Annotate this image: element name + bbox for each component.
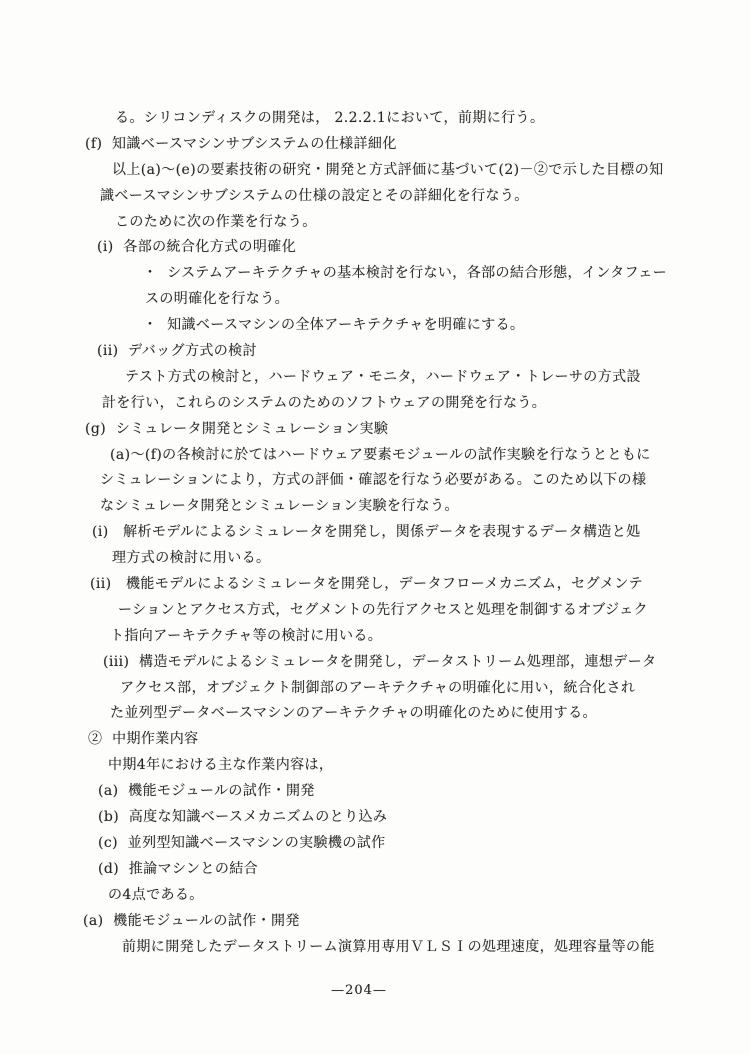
text-line-item-f: (f) 知識ベースマシンサブシステムの仕様詳細化 <box>85 135 397 152</box>
text-line-item-i: (i) 解析モデルによるシミュレータを開発し，関係データを表現するデータ構造と処 <box>92 524 641 541</box>
text-line-bullet: ・ 知識ベースマシンの全体アーキテクチャを明確にする。 <box>143 317 525 334</box>
text-line: 以上(a)～(e)の要素技術の研究・開発と方式評価に基づいて(2)－②で示した目標の知 <box>112 161 664 178</box>
text-line: 前期に開発したデータストリーム演算用専用ＶＬＳＩの処理速度，処理容量等の能 <box>122 938 655 955</box>
text-line: アクセス部，オブジェクト制御部のアーキテクチャの明確化に用い，統合化され <box>120 679 636 696</box>
text-line: (a)～(f)の各検討に於てはハードウェア要素モジュールの試作実験を行なうとともに <box>110 446 651 463</box>
text-line: 中期4年における主な作業内容は， <box>108 757 334 774</box>
text-line-item-i: (i) 各部の統合化方式の明確化 <box>97 239 297 256</box>
page-number: —204— <box>331 983 387 999</box>
text-line: なシミュレータ開発とシミュレーション実験を行なう。 <box>100 498 459 515</box>
text-line: 計を行い，これらのシステムのためのソフトウェアの開発を行なう。 <box>102 394 547 411</box>
text-line-item-iii: (iii) 構造モデルによるシミュレータを開発し，データストリーム処理部，連想データ <box>103 653 657 670</box>
text-line: の4点である。 <box>108 886 204 903</box>
text-line-item-d: (d) 推論マシンとの結合 <box>98 860 259 877</box>
text-line: る。シリコンディスクの開発は， 2.2.2.1において，前期に行う。 <box>115 110 545 126</box>
text-line: このために次の作業を行なう。 <box>115 213 317 230</box>
text-line: テスト方式の検討と，ハードウェア・モニタ，ハードウェア・トレーサの方式設 <box>125 368 641 385</box>
text-line: ーションとアクセス方式，セグメントの先行アクセスと処理を制御するオブジェク <box>118 601 648 618</box>
text-line: た並列型データベースマシンのアーキテクチャの明確化のために使用する。 <box>110 705 597 722</box>
text-line-item-c: (c) 並列型知識ベースマシンの実験機の試作 <box>98 834 386 851</box>
text-line-bullet: ・ システムアーキテクチャの基本検討を行ない，各部の結合形態，インタフェー <box>143 265 668 282</box>
text-line-item-b: (b) 高度な知識ベースメカニズムのとり込み <box>98 809 388 826</box>
text-line: 識ベースマシンサブシステムの仕様の設定とその詳細化を行なう。 <box>100 187 529 204</box>
text-line: 理方式の検討に用いる。 <box>112 550 271 567</box>
text-line: シミュレーションにより，方式の評価・確認を行なう必要がある。このため以下の様 <box>100 472 647 489</box>
text-line-item-a: (a) 機能モジュールの試作・開発 <box>83 912 300 929</box>
text-line-item-ii: (ii) 機能モデルによるシミュレータを開発し，データフローメカニズム，セグメンテ <box>90 576 644 593</box>
text-line: ト指向アーキテクチャ等の検討に用いる。 <box>110 627 383 644</box>
text-line: スの明確化を行なう。 <box>145 291 289 308</box>
text-line-item-circled-2: ② 中期作業内容 <box>88 731 199 748</box>
text-line-item-a: (a) 機能モジュールの試作・開発 <box>98 783 315 800</box>
text-line-item-g: (g) シミュレータ開発とシミュレーション実験 <box>85 420 389 437</box>
text-line-item-ii: (ii) デバッグ方式の検討 <box>97 343 257 360</box>
